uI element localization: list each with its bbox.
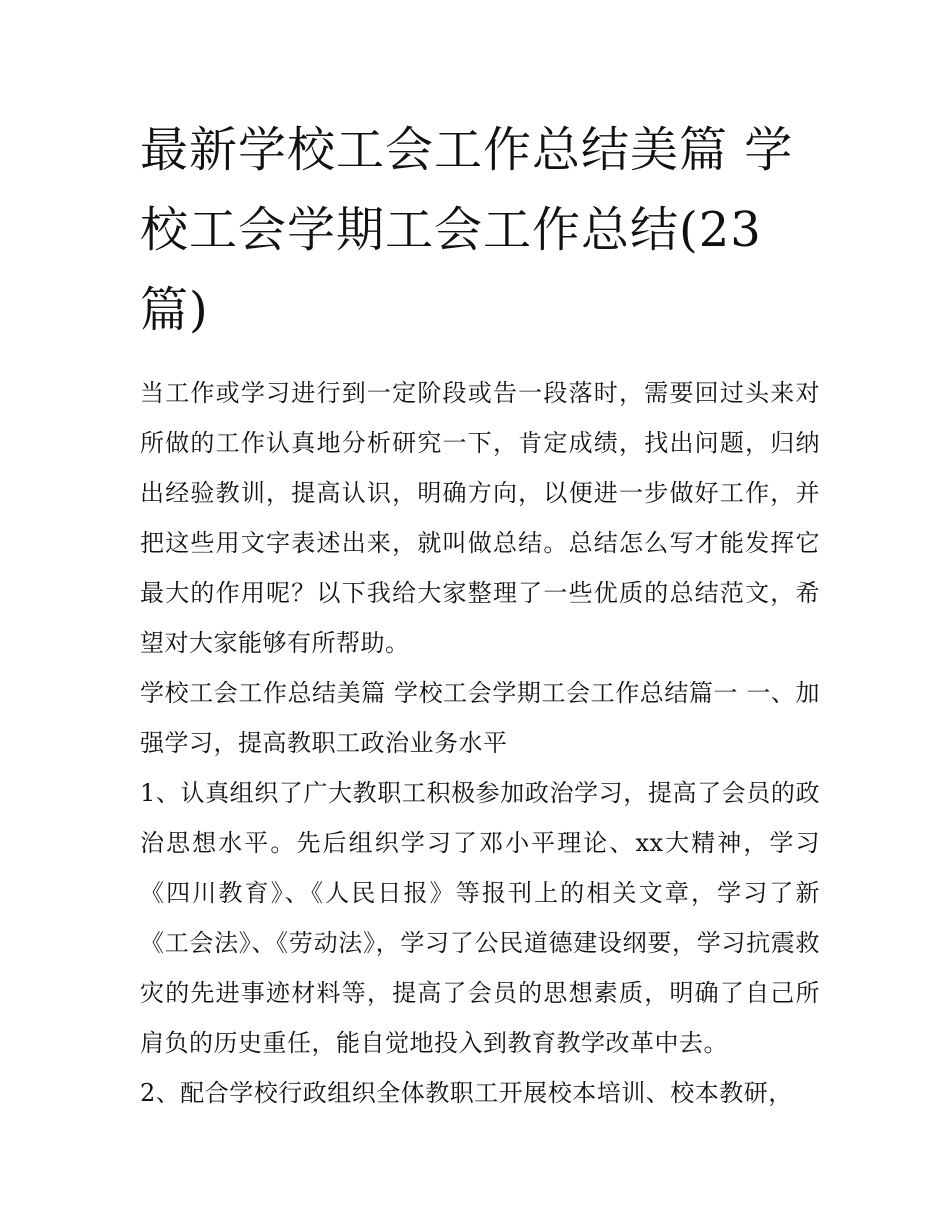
document-page	[140, 110, 820, 1118]
section-heading-paragraph: 学校工会工作总结美篇 学校工会学期工会工作总结篇一 一、加强学习，提高教职工政治业务水平	[140, 679, 820, 757]
item-2-paragraph: 2、配合学校行政组织全体教职工开展校本培训、校本教研，	[140, 1079, 793, 1107]
document-body	[140, 368, 820, 1118]
item-1-paragraph: 1、认真组织了广大教职工积极参加政治学习，提高了会员的政治思想水平。先后组织学习了邓小平理论、xx大精神，学习《四川教育》、《人民日报》等报刊上的相关文章，学习了新《工会法》、《劳动法》，学习了公民道德建设纲要，学习抗震救灾的先进事迹材料等，提高了会员的思想素质，明确了自己所肩负的历史重任，能自觉地投入到教育教学改革中去。	[140, 779, 820, 1057]
intro-paragraph: 当工作或学习进行到一定阶段或告一段落时，需要回过头来对所做的工作认真地分析研究一下，肯定成绩，找出问题，归纳出经验教训，提高认识，明确方向，以便进一步做好工作，并把这些用文字表述出来，就叫做总结。总结怎么写才能发挥它最大的作用呢？以下我给大家整理了一些优质的总结范文，希望对大家能够有所帮助。	[140, 379, 820, 657]
document-title: 最新学校工会工作总结美篇 学校工会学期工会工作总结(23篇)	[140, 122, 794, 338]
